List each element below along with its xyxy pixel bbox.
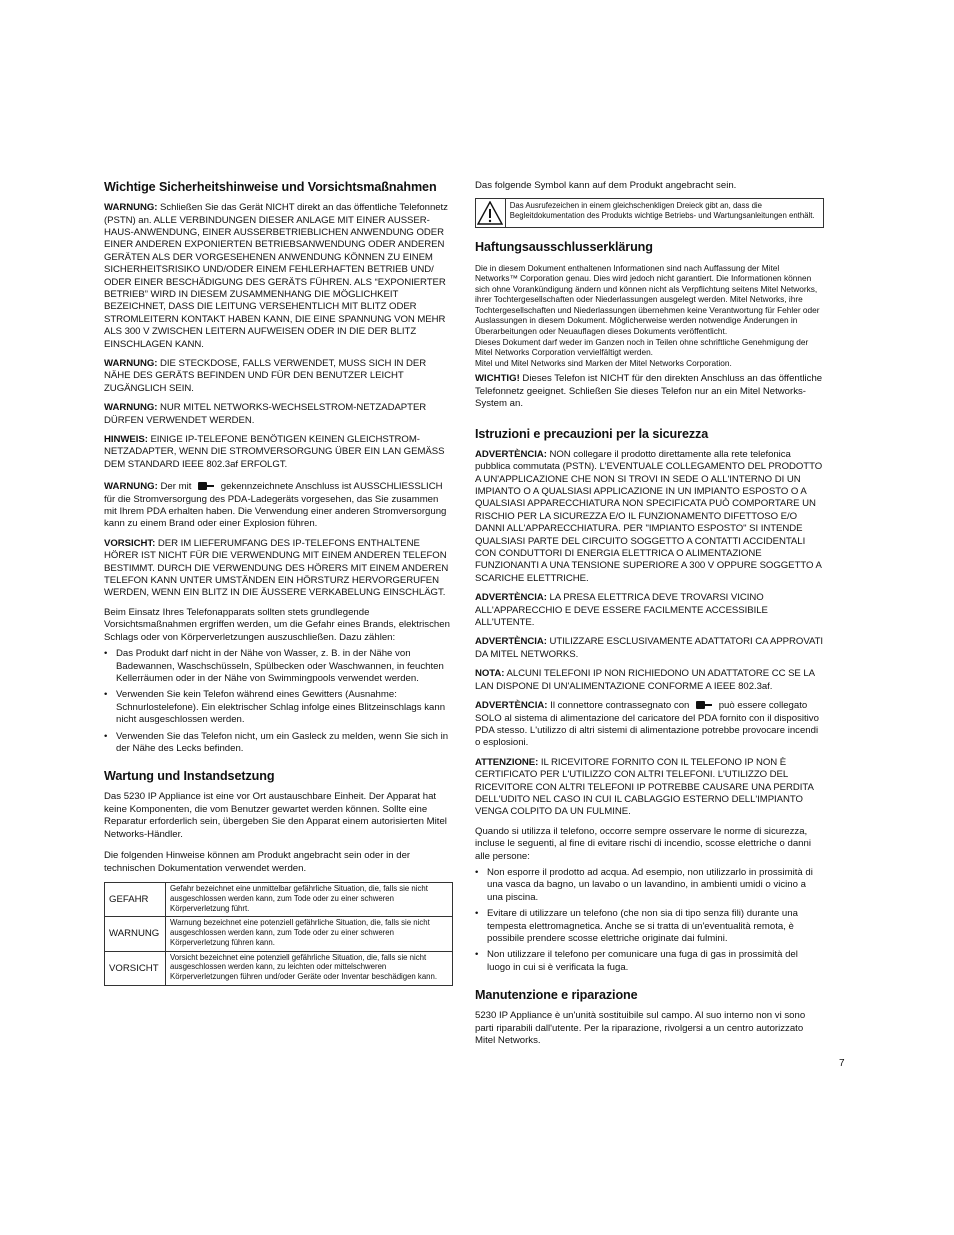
maintenance-heading-de: Wartung und Instandsetzung (104, 769, 275, 784)
left-column (104, 180, 453, 986)
warning-paragraph-2 (104, 358, 453, 395)
precautions-list (104, 648, 453, 755)
hazard-term: WARNUNG (105, 917, 166, 951)
table-row (105, 882, 453, 916)
disclaimer-text: Die in diesem Dokument enthaltenen Informationen sind nach Auffassung der Mitel Networks™ Corporation genau. Dies wird jedoch nicht garantiert. Die Informationen können sich ohne Vorankündigung ändern und können nicht als Verpflichtung seitens Mitel Networks, ihrer Tochtergesellschaften oder Niederlassungen ausgelegt werden. Mitel Networks, ihre Tochtergesellschaften und Niederlassungen übernehmen keine Verantwortung für Fehler oder Auslassungen in diesem Dokument. Möglicherweise werden notwendige Änderungen in Überarbeitungen oder Neuauflagen dieses Dokuments veröffentlicht. (475, 262, 820, 337)
warning-paragraph-3 (104, 402, 453, 427)
hazard-description: Vorsicht bezeichnet eine potenziell gefährliche Situation, die, falls sie nicht ausgeschlossen werden kann, zu leichten oder mittelschweren Körperverletzungen führen und/oder Geräte oder Inventar beschädigen kann. (166, 951, 453, 985)
hazard-description: Warnung bezeichnet eine potenziell gefährliche Situation, die, falls sie nicht ausgeschlossen werden kann, zum Tode oder zu einer schweren Körperverletzung führen kann. (166, 917, 453, 951)
warning-text: Schließen Sie das Gerät NICHT direkt an das öffentliche Telefonnetz (PSTN) an. ALLE VERBINDUNGEN DIESER ANLAGE MIT EINER AUSSER-HAUS-ANWENDUNG, EINER AUSSERBETRIEBLICHEN ANWENDUNG ODER EINER ANDEREN EXPONIERTEN BETRIEBSANWENDUNG ODER ANDEREN GERÄTEN ALS DER VORGESEHENEN ANWENDUNG KÖNNEN ZU EINEM SICHERHEITSRISIKO UND/ODER EINEM FEHLERHAFTEN BETRIEB UND/ ODER EINER BESCHÄDIGUNG DES GERÄTS FÜHREN. ALS “EXPONIERTER BETRIEB” WIRD IN DIESEM ZUSAMMENHANG DIE MÖGLICHKEIT BEZEICHNET, DASS DIE LEITUNG VERSEHENTLICH MIT BLITZ ODER STROMLEITERN KONTAKT HABEN KANN, DIE EINE SPANNUNG VON MEHR ALS 300 V ZWISCHEN LEITERN AUFWEISEN ODER IN DIE DER BLITZ EINSCHLAGEN KANN. (104, 202, 448, 350)
power-plug-icon (197, 481, 215, 490)
hazard-description: Gefahr bezeichnet eine unmittelbar gefährliche Situation, die, falls sie nicht ausgeschlossen werden kann, zum Tode oder zu einer schweren Körperverletzung führt. (166, 882, 453, 916)
table-row (105, 917, 453, 951)
power-plug-icon (695, 700, 713, 709)
advertencia-label: ADVERTÈNCIA: (475, 448, 547, 460)
precautions-intro-it: Quando si utilizza il telefono, occorre sempre osservare le norme di sicurezza, incluse le seguenti, al fine di evitare rischi di incendio, scosse elettriche o danni alle persone: (475, 825, 811, 862)
list-item: • Verwenden Sie das Telefon nicht, um ein Gasleck zu melden, wenn Sie sich in der Nähe des Lecks befinden. (104, 731, 453, 756)
precautions-intro: Beim Einsatz Ihres Telefonapparats sollten stets grundlegende Vorsichtsmaßnahmen ergriffen werden, um die Gefahr eines Brands, elektrischen Schlags oder von Körperverletzungen auszuschließen. Dazu zählen: (104, 606, 450, 643)
advertencia-label: ADVERTÈNCIA: (475, 700, 548, 712)
advertencia-text-post: può essere collegato SOLO al sistema di alimentazione del caricatore del PDA fornito con il dispositivo PDA stesso. L'utilizzo di altri sistemi di alimentazione potrebbe provocare incendi o esplosioni. (475, 700, 819, 749)
list-item: • Evitare di utilizzare un telefono (che non sia di tipo senza fili) durante una tempesta elettromagnetica. Anche se si tratta di un'eventualità remota, è possibile prendere scosse elettriche originate dai fulmini. (475, 908, 824, 945)
maintenance-text-it: 5230 IP Appliance è un'unità sostituibile sul campo. Al suo interno non vi sono parti riparabili dall'utente. Per la riparazione, rivolgersi a un centro autorizzato Mitel Networks. (475, 1010, 806, 1047)
list-item: • Das Produkt darf nicht in der Nähe von Wasser, z. B. in der Nähe von Badewannen, Waschschüsseln, Spülbecken oder Waschwannen, in feuchten Kellerräumen oder in der Nähe von Swimmingpools verwendet werden. (104, 648, 453, 685)
hazard-term: VORSICHT (105, 951, 166, 985)
advertencia-paragraph-3 (475, 636, 824, 661)
advertencia-paragraph-2 (475, 592, 824, 629)
hinweis-text: EINIGE IP-TELEFONE BENÖTIGEN KEINEN GLEICHSTROM-NETZADAPTER, WENN DIE STROMVERSORGUNG ÜBER EIN LAN GEMÄSS DEM STANDARD IEEE 802.3af ERFOLGT. (104, 434, 445, 470)
warning-label: WARNUNG: (104, 202, 158, 214)
list-item: • Non esporre il prodotto ad acqua. Ad esempio, non utilizzarlo in prossimità di una vasca da bagno, un lavabo o un lavandino, in ambienti umidi o vicino a una piscina. (475, 867, 824, 904)
attenzione-label: ATTENZIONE: (475, 756, 539, 768)
warning-paragraph-4 (104, 481, 453, 531)
attenzione-text: IL RICEVITORE FORNITO CON IL TELEFONO IP NON È CERTIFICATO PER L'UTILIZZO CON ALTRI TELEFONI. L'UTILIZZO DEL RICEVITORE CON ALTRI TELEFONI IP POTREBBE CAUSARE UNA PERDITA DELL'UDITO NEL CASO IN CUI IL CABLAGGIO ESTERNO DELL'IMPIANTO VENGA COLPITO DA UN FULMINE. (475, 756, 814, 818)
hazard-table (104, 882, 453, 986)
wichtig-label: WICHTIG! (475, 373, 520, 385)
disclaimer-heading: Haftungsausschlusserklärung (475, 240, 653, 255)
nota-text: ALCUNI TELEFONI IP NON RICHIEDONO UN ADATTATORE CC SE LA LAN DISPONE DI UN'ALIMENTAZIONE CONFORME A IEEE 802.3af. (475, 668, 815, 692)
disclaimer-text: Dieses Dokument darf weder im Ganzen noch in Teilen ohne schriftliche Genehmigung der Mitel Networks Corporation vervielfältigt werden. (475, 336, 809, 358)
safety-heading-it: Istruzioni e precauzioni per la sicurezza (475, 426, 709, 441)
symbol-description: Das Ausrufezeichen in einem gleichschenkligen Dreieck gibt an, dass die Begleitdokumentation des Produkts wichtige Betriebs- und Wartungsanleitungen enthält. (509, 201, 815, 221)
advertencia-label: ADVERTÈNCIA: (475, 592, 547, 604)
safety-heading-de: Wichtige Sicherheitshinweise und Vorsichtsmaßnahmen (104, 180, 437, 194)
warning-text: NUR MITEL NETWORKS-WECHSELSTROM-NETZADAPTER DÜRFEN VERWENDET WERDEN. (104, 402, 427, 426)
attenzione-paragraph (475, 757, 824, 819)
notes-text-de: Die folgenden Hinweise können am Produkt angebracht sein oder in der technischen Dokumentation verwendet werden. (104, 850, 411, 874)
vorsicht-paragraph (104, 538, 453, 600)
vorsicht-text: DER IM LIEFERUMFANG DES IP-TELEFONS ENTHALTENE HÖRER IST NICHT FÜR DIE VERWENDUNG MIT EINEM ANDEREN TELEFON BESTIMMT. DURCH DIE VERWENDUNG DES HÖRERS MIT EINEM ANDEREN TELEFON KANN UNTER UMSTÄNDEN EIN HÖRSTURZ HERVORGERUFEN WERDEN, WENN EIN BLITZ IN DIE ÄUSSERE VERKABELUNG EINSCHLÄGT. (104, 537, 449, 599)
advertencia-paragraph-4 (475, 700, 824, 750)
warning-triangle-icon (477, 201, 503, 225)
wichtig-paragraph (475, 373, 824, 410)
vorsicht-label: VORSICHT: (104, 537, 156, 549)
advertencia-text: NON collegare il prodotto direttamente alla rete telefonica pubblica commutata (PSTN). L'EVENTUALE COLLEGAMENTO DEL PRODOTTO A UN'APPLICAZIONE CHE NON SI TROVI IN SEDE O ALL'INTERNO DI UN IMPIANTO O A QUALSIASI APPLICAZIONE IN UN IMPIANTO ESPOSTO O A QUALSIASI APPARECCHIATURA NON SPECIFICATA PUÒ COMPORTARE UN RISCHIO PER LA SICUREZZA E/O IL FUNZIONAMENTO DIFETTOSO E/O DANNI ALL'APPARECCHIATURA. PER "IMPIANTO ESPOSTO" SI INTENDE QUALSIASI PARTE DEL CIRCUITO SOGGETTO A CONTATTI ACCIDENTALI CON CONDUTTORI DI ENERGIA ELETTRICA O ALIMENTAZIONE FUNZIONANTI A UNA TENSIONE SUPERIORE A 300 V OPPURE SOGGETTO A SCARICHE ELETTRICHE. (475, 448, 823, 584)
wichtig-text: Dieses Telefon ist NICHT für den direkten Anschluss an das öffentliche Telefonnetz geeignet. Schließen Sie dieses Telefon nur an ein Mitel Networks-System an. (475, 373, 823, 410)
warning-symbol-box (475, 198, 824, 228)
precautions-list-it (475, 867, 824, 974)
list-item: • Non utilizzare il telefono per comunicare una fuga di gas in prossimità del luogo in cui si è verificata la fuga. (475, 949, 824, 974)
warning-label: WARNUNG: (104, 481, 158, 493)
advertencia-text-pre: Il connettore contrassegnato con (547, 700, 693, 712)
advertencia-text: LA PRESA ELETTRICA DEVE TROVARSI VICINO ALL'APPARECCHIO E DEVE ESSERE FACILMENTE ACCESSIBILE ALL'UTENTE. (475, 592, 768, 629)
right-column (475, 180, 824, 1055)
page-number: 7 (839, 1058, 845, 1069)
nota-label: NOTA: (475, 668, 505, 680)
warning-text-pre: Der mit (157, 481, 195, 493)
warning-triangle-cell (476, 199, 506, 227)
warning-label: WARNUNG: (104, 402, 158, 414)
table-row (105, 951, 453, 985)
symbol-intro: Das folgende Symbol kann auf dem Produkt angebracht sein. (475, 180, 737, 191)
nota-paragraph (475, 668, 824, 693)
advertencia-paragraph-1 (475, 449, 824, 585)
maintenance-heading-it: Manutenzione e riparazione (475, 988, 638, 1003)
warning-paragraph-1 (104, 202, 453, 351)
disclaimer-text: Mitel und Mitel Networks sind Marken der Mitel Networks Corporation. (475, 357, 732, 368)
advertencia-label: ADVERTÈNCIA: (475, 636, 547, 648)
warning-text-post: gekennzeichnete Anschluss ist AUSSCHLIESSLICH für die Stromversorgung des PDA-Ladegeräts vorgesehen, das Sie zusammen mit Ihrem PDA erhalten haben. Die Verwendung einer anderen Stromversorgung kann zu einem Brand oder einer Explosion führen. (104, 481, 447, 530)
hinweis-label: HINWEIS: (104, 434, 148, 446)
warning-text: DIE STECKDOSE, FALLS VERWENDET, MUSS SICH IN DER NÄHE DES GERÄTS BEFINDEN UND FÜR DEN BENUTZER LEICHT ZUGÄNGLICH SEIN. (104, 357, 427, 394)
advertencia-text: UTILIZZARE ESCLUSIVAMENTE ADATTATORI CA APPROVATI DA MITEL NETWORKS. (475, 636, 824, 660)
list-item: • Verwenden Sie kein Telefon während eines Gewitters (Ausnahme: Schnurlostelefone). Ein elektrischer Schlag infolge eines Blitzeinschlags kann nicht ausgeschlossen werden. (104, 689, 453, 726)
maintenance-text-de: Das 5230 IP Appliance ist eine vor Ort austauschbare Einheit. Der Apparat hat keine Komponenten, die vom Benutzer gewartet werden können. Sollte eine Reparatur erforderlich sein, übergeben Sie den Apparat einem autorisierten Mitel Networks-Händler. (104, 791, 447, 840)
hazard-term: GEFAHR (105, 882, 166, 916)
hinweis-paragraph (104, 434, 453, 471)
warning-label: WARNUNG: (104, 357, 158, 369)
